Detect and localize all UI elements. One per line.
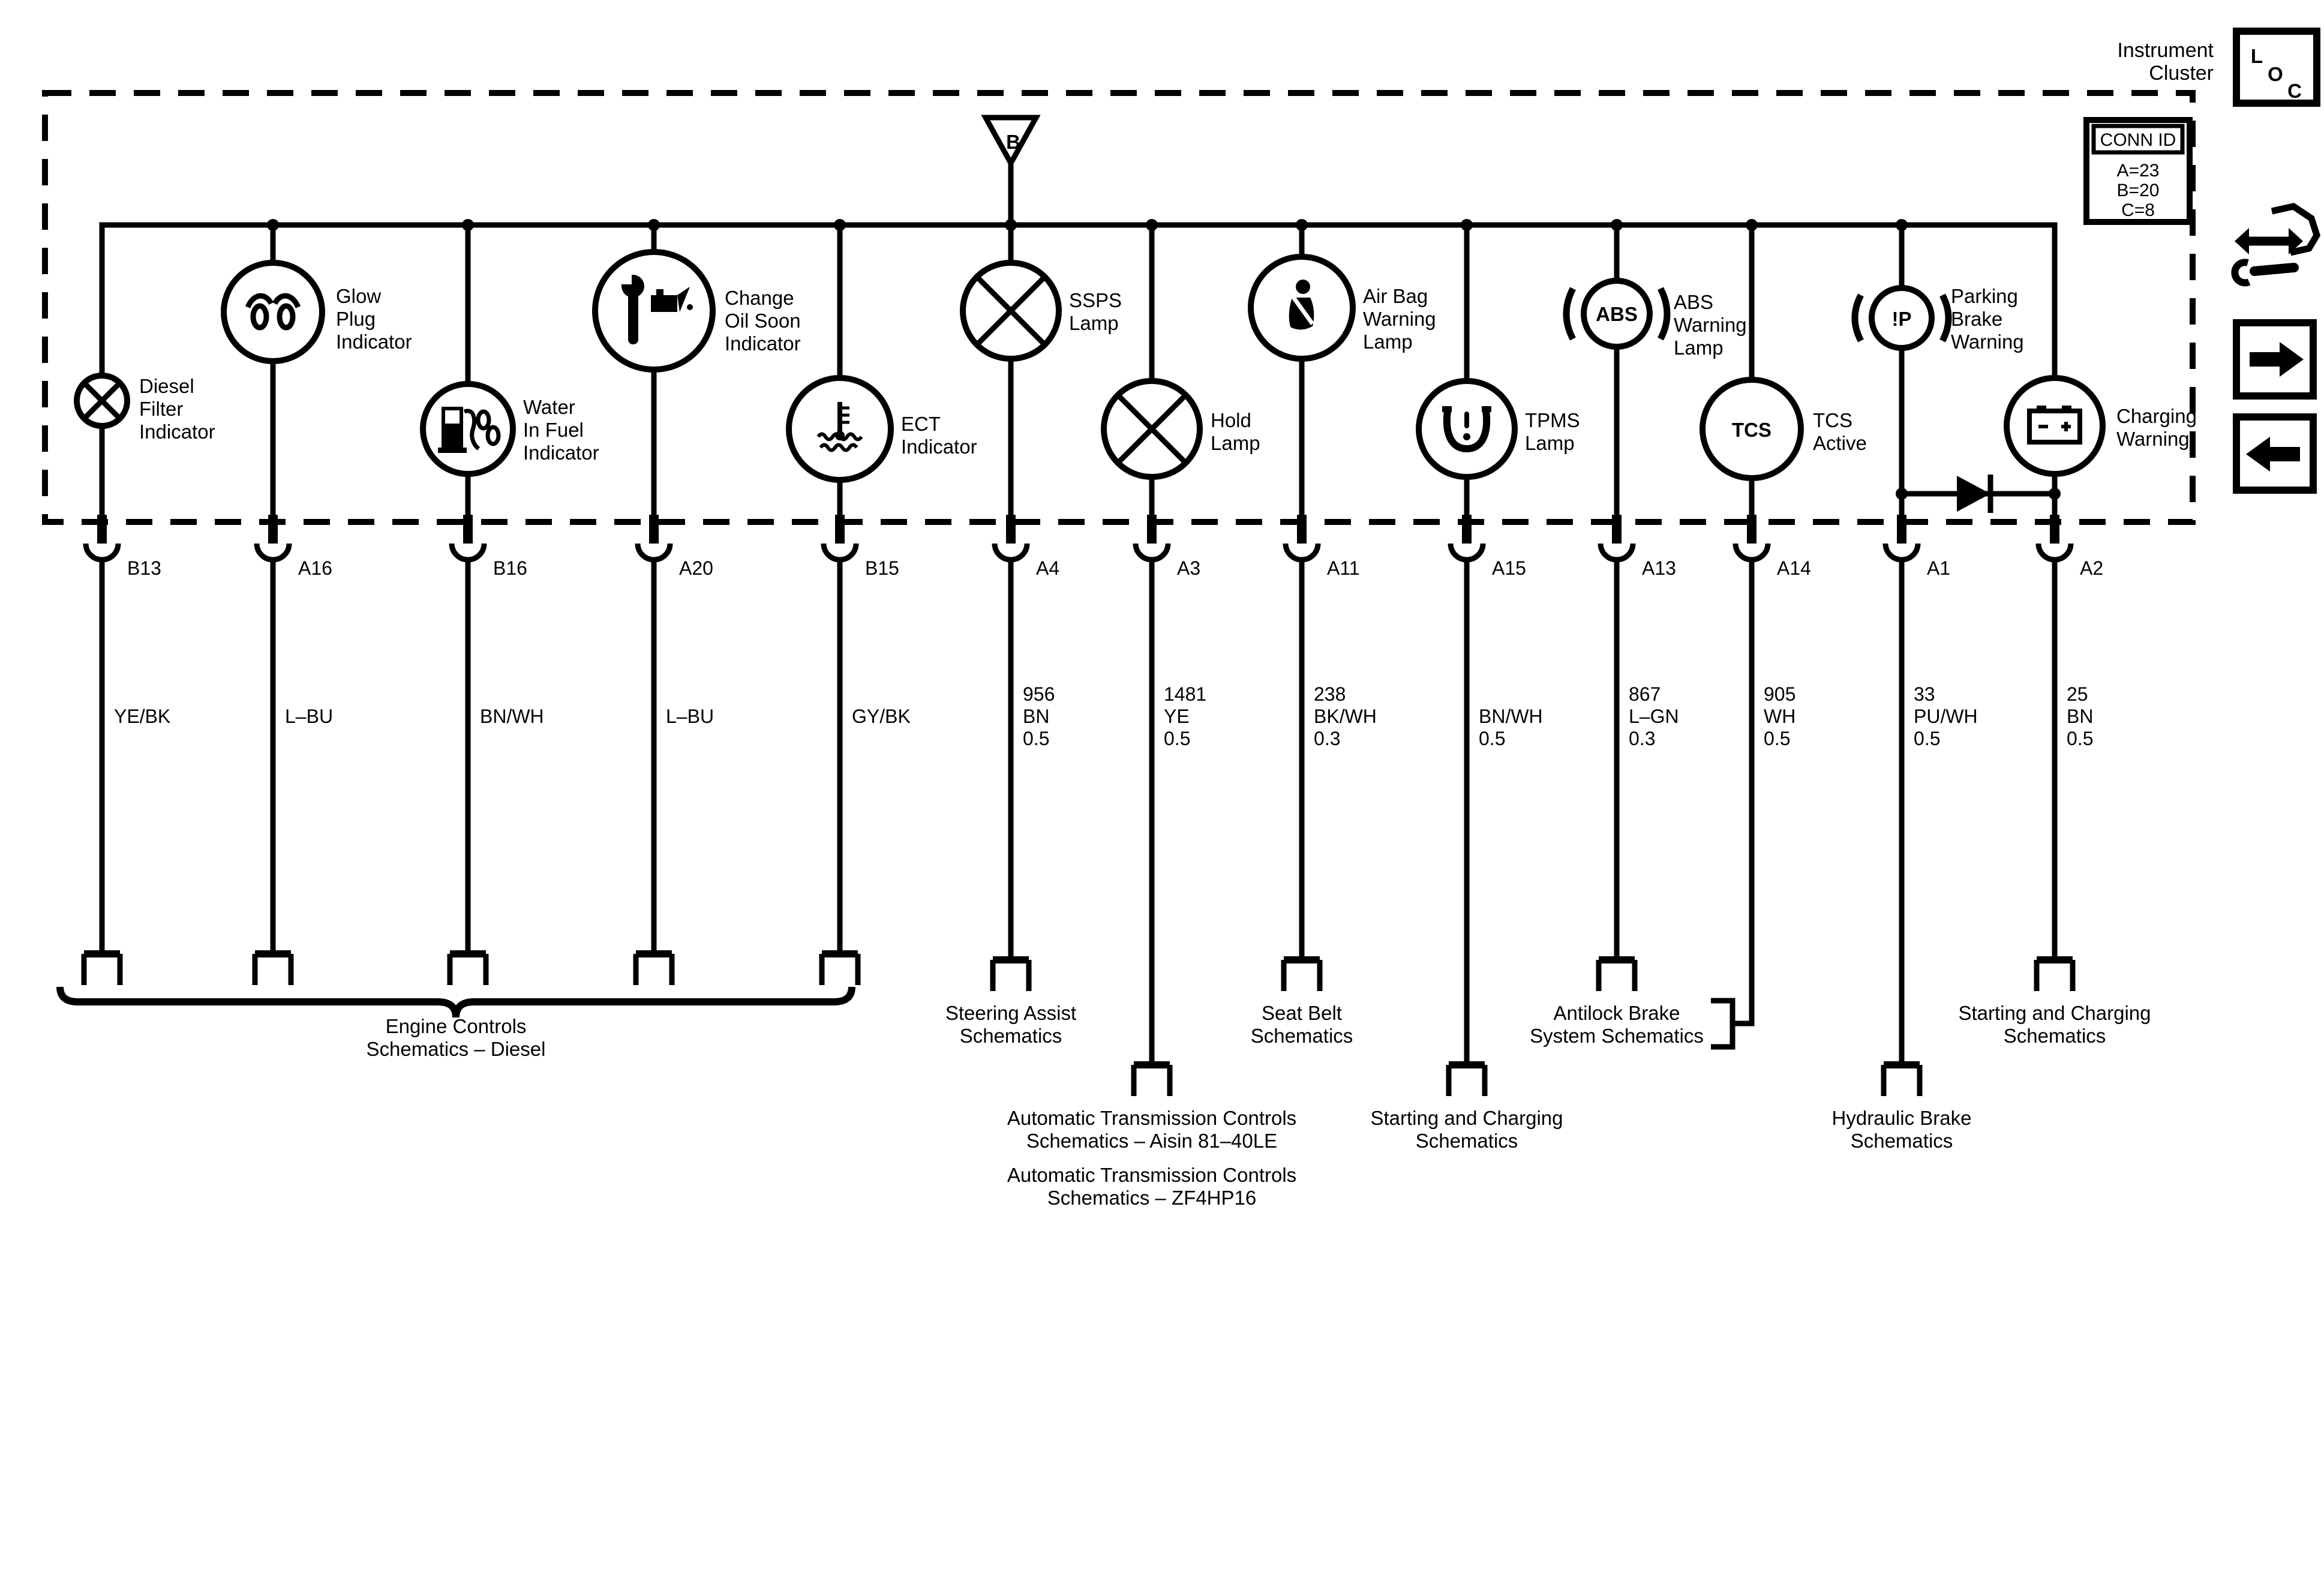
destination-label: Automatic Transmission Controls [1007,1107,1297,1129]
wire-label: 0.5 [1914,728,1941,749]
conn-id-row: A=23 [2116,161,2160,181]
wire-label: 0.5 [2067,728,2094,749]
wire-label: GY/BK [852,706,911,727]
ssps-lamp [963,263,1122,359]
indicator-label: Diesel [139,375,194,397]
indicator-label: Filter [139,398,184,420]
wire-label: 0.5 [1764,728,1791,749]
indicator-label: Lamp [1069,312,1119,334]
destination-label: Schematics [1415,1130,1518,1152]
destination-label: Antilock Brake [1553,1002,1680,1024]
change-oil-soon-indicator [595,252,801,370]
destination-label: Steering Assist [945,1002,1077,1024]
terminal [636,954,672,985]
destination-label: Starting and Charging [1370,1107,1563,1129]
pin-label: A2 [2080,557,2104,579]
terminal [84,954,120,985]
terminal [255,954,291,985]
wire-label: 0.5 [1164,728,1191,749]
pin-label: B15 [865,557,899,579]
indicator-label: Air Bag [1363,285,1428,307]
right-arc-icon [1942,295,1948,341]
parking-brake-symbol-text: !P [1891,308,1912,330]
indicator-label: Warning [1951,331,2024,353]
wire-label: BN/WH [1479,706,1543,727]
destination-label: Schematics [1850,1130,1953,1152]
destination-label: Schematics [959,1025,1062,1047]
indicator-label: Indicator [523,442,599,464]
indicator-label: Indicator [901,436,977,458]
wire-label: BN [1023,706,1050,727]
destination-label: Automatic Transmission Controls [1007,1164,1297,1186]
abs-warning-lamp [1566,281,1747,359]
ect-indicator [789,378,977,480]
indicator-label: Hold [1211,409,1251,431]
wire-label: BK/WH [1314,706,1377,727]
wire-label: L–GN [1629,706,1679,727]
air-bag-warning-lamp [1251,257,1436,359]
harness-wires [102,560,2093,1065]
wire-label: 956 [1023,683,1055,705]
destination-label: Schematics [1250,1025,1353,1047]
wire-label: BN/WH [480,706,544,727]
tcs-symbol-text: TCS [1732,419,1771,441]
indicator-label: Water [523,396,575,418]
wire-label: YE [1164,706,1190,727]
tpms-lamp [1419,381,1580,477]
terminal [822,954,858,985]
wire-label: YE/BK [114,706,171,727]
pin-label: A3 [1177,557,1201,579]
indicator-label: ECT [901,413,941,435]
left-arc-icon [1566,289,1573,339]
pin-label: A20 [679,557,713,579]
wire-label: 905 [1764,683,1796,705]
indicator-label: Oil Soon [725,310,801,332]
offpage-terminals [84,954,2073,1096]
page-title: Instrument [2117,39,2214,62]
repair-info-icon[interactable] [2235,206,2317,283]
indicator-label: Parking [1951,285,2018,307]
terminal [2037,960,2073,991]
indicator-label: ABS [1674,291,1714,313]
terminal [450,954,486,985]
destination-labels [367,1002,2151,1209]
indicator-label: Glow [336,285,382,307]
previous-page-button[interactable] [2236,417,2313,490]
next-page-button[interactable] [2236,323,2313,396]
destination-label: Schematics – ZF4HP16 [1047,1187,1257,1209]
pin-label: A11 [1327,557,1360,579]
wire-label: WH [1764,706,1796,727]
indicator-label: In Fuel [523,419,584,441]
wire-label: 0.3 [1629,728,1656,749]
loc-letter-l: L [2250,45,2263,67]
terminal [993,960,1029,991]
destination-label: Schematics – Aisin 81–40LE [1026,1130,1278,1152]
indicator-label: Change [725,287,794,309]
wire-label: L–BU [666,706,714,727]
diode-icon [1957,476,1990,512]
wire-label: 0.5 [1023,728,1050,749]
connector-row [86,515,2103,579]
terminal [1134,1065,1170,1096]
right-arc-icon [1661,289,1667,339]
indicator-label: Lamp [1363,331,1413,353]
pin-label: A4 [1036,557,1060,579]
indicator-label: TCS [1813,409,1852,431]
conn-id-row: C=8 [2121,200,2155,220]
destination-label: System Schematics [1530,1025,1704,1047]
conn-id-row: B=20 [2116,181,2160,200]
destination-label: Seat Belt [1262,1002,1342,1024]
pin-label: A1 [1927,557,1951,579]
wire-label: PU/WH [1914,706,1978,727]
conn-id-table [2086,120,2190,222]
terminal [1284,960,1320,991]
indicator-label: Warning [1674,314,1747,336]
wire-label: 1481 [1164,683,1207,705]
indicator-label: Indicator [139,421,215,443]
indicator-label: Charging [2116,405,2197,427]
wire-label: 33 [1914,683,1935,705]
pin-label: B13 [127,557,161,579]
diode-branch [1896,475,2061,513]
abs-symbol-text: ABS [1596,303,1638,325]
destination-label: Hydraulic Brake [1831,1107,1972,1129]
destination-label: Schematics [2003,1025,2106,1047]
terminal [1884,1065,1920,1096]
loc-letter-o: O [2268,63,2283,85]
indicator-label: TPMS [1525,409,1580,431]
pin-label: A15 [1492,557,1526,579]
pin-label: A13 [1642,557,1676,579]
pin-label: A14 [1777,557,1811,579]
indicator-label: Warning [1363,308,1436,330]
parking-brake-warning [1855,285,2024,353]
engine-controls-brace [60,987,852,1017]
power-feed-triangle-b [986,118,1036,225]
destination-label: Starting and Charging [1958,1002,2151,1024]
abs-group-bracket [1711,1001,1733,1047]
page-title-line2: Cluster [2149,62,2214,85]
wire-label: 867 [1629,683,1661,705]
charging-warning [2007,378,2197,474]
power-feed-label: B [1006,131,1020,153]
loc-button[interactable] [2236,31,2317,103]
indicator-label: Warning [2116,428,2190,450]
indicator-label: Indicator [725,332,801,355]
left-arc-icon [1855,295,1861,341]
indicator-label: Brake [1951,308,2003,330]
indicator-label: SSPS [1069,289,1122,311]
loc-letter-c: C [2287,80,2302,102]
indicator-label: Lamp [1211,432,1260,454]
indicator-label: Lamp [1525,432,1575,454]
water-in-fuel-indicator [423,384,599,474]
indicator-label: Lamp [1674,337,1724,359]
pin-label: B16 [493,557,527,579]
wire-label: L–BU [285,706,334,727]
conn-id-title: CONN ID [2100,130,2176,150]
indicator-label: Indicator [336,331,412,353]
destination-label: Schematics – Diesel [366,1038,546,1060]
hold-lamp [1104,381,1260,477]
wire-label: 238 [1314,683,1346,705]
pin-label: A16 [298,557,332,579]
destination-label: Engine Controls [385,1015,527,1037]
wire-label: 25 [2067,683,2088,705]
wire-label: 0.3 [1314,728,1341,749]
glow-plug-indicator [224,263,412,361]
wire-label: BN [2067,706,2094,727]
indicator-label: Active [1813,432,1867,454]
indicator-label: Plug [336,308,376,330]
wire-label: 0.5 [1479,728,1506,749]
diesel-filter-indicator [77,375,215,443]
terminal [1599,960,1635,991]
terminal [1449,1065,1485,1096]
tcs-active [1703,380,1867,478]
